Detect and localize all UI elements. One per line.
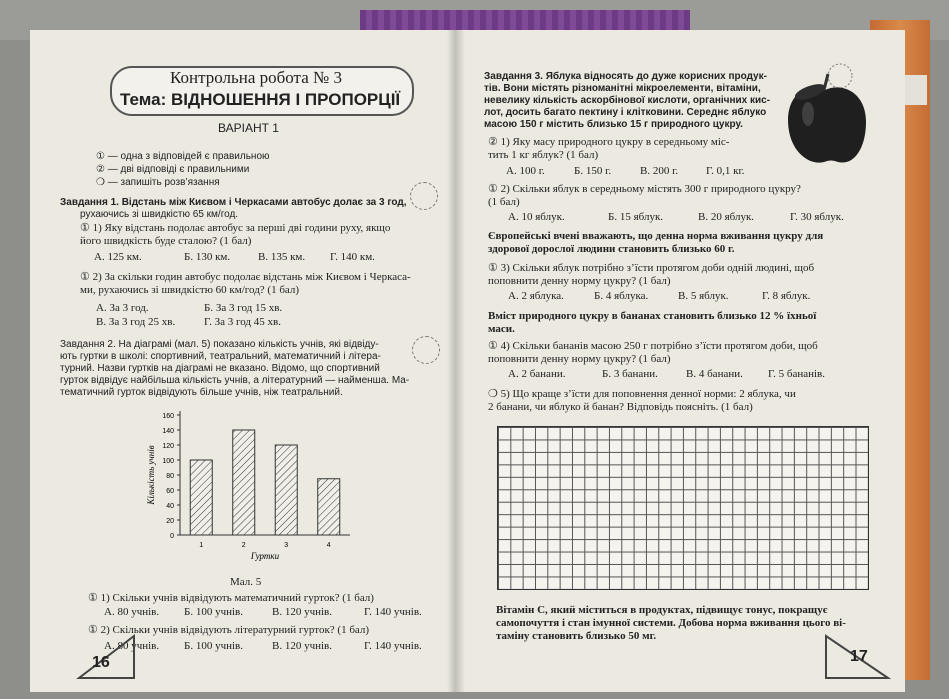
task3-q4: ① 4) Скільки бананів масою 250 г потрібно з’їсти протягом доби, щоб [488,340,818,352]
task2-q2-answer-c: В. 120 учнів. [272,640,333,652]
task1-heading: Завдання 1. Відстань між Києвом і Черкасами автобус долає за 3 год, [60,197,407,208]
badge-icon [410,182,438,210]
task3-intro-1: Завдання 3. Яблука відносять до дуже корисних продук- [484,71,767,82]
task2-line3: турний. Назви гуртків на діаграмі не вказано. Відомо, що спортивний [60,363,380,374]
task1-q1-answer-a: А. 125 км. [94,251,142,263]
task1-q1-answer-b: Б. 130 км. [184,251,231,263]
y-tick-label: 100 [162,458,174,465]
y-tick-label: 140 [162,428,174,435]
y-tick-label: 120 [162,443,174,450]
task1-q2-answer-c: В. За 3 год 25 хв. [96,316,176,328]
task3-q3-answer-b: Б. 4 яблука. [594,290,649,302]
task1-q2: ① 2) За скільки годин автобус подолає відстань між Києвом і Черкаса- [80,271,411,283]
fact-banana-sugar-2: маси. [488,323,515,335]
task1-q2-answer-a: А. За 3 год. [96,302,149,314]
y-tick-label: 0 [170,533,174,540]
task2-q2: ① 2) Скільки учнів відвідують літературний гурток? (1 бал) [88,624,370,636]
task2-q2-answer-d: Г. 140 учнів. [364,640,422,652]
vitamin-c-line2: самопочуття і стан імунної системи. Добова норма вживання цього ві- [496,617,846,629]
task2-q2-answer-b: Б. 100 учнів. [184,640,243,652]
task3-q1: ② 1) Яку масу природного цукру в середньому міс- [488,136,730,148]
task3-intro-3: невелику кількість аскорбінової кислоти, органічних кис- [484,95,771,106]
task3-q3-answer-c: В. 5 яблук. [678,290,729,302]
x-tick-label: 3 [284,542,289,549]
task1-q2-answer-b: Б. За 3 год 15 хв. [204,302,283,314]
page-number-left: 16 [92,654,110,671]
task3-q5b: 2 банани, чи яблуко й банан? Відповідь поясніть. (1 бал) [488,401,753,413]
task3-q3b: поповнити денну норму цукру? (1 бал) [488,275,671,287]
task2-line2: ють гуртки в школі: спортивний, театральний, математичний і літера- [60,351,381,362]
x-tick-label: 4 [326,542,331,549]
badge-icon [412,336,440,364]
task1-q1-answer-c: В. 135 км. [258,251,306,263]
task3-q4-answer-d: Г. 5 бананів. [768,368,826,380]
task1-q2-answer-d: Г. За 3 год 45 хв. [204,316,281,328]
x-tick-label: 1 [199,542,204,549]
task3-q1-answer-a: А. 100 г. [506,165,545,177]
task3-q1b: тить 1 кг яблук? (1 бал) [488,149,599,161]
bar-chart [140,405,360,575]
test-title: Контрольна робота № 3 [170,68,342,87]
task2-q1-answer-b: Б. 100 учнів. [184,606,243,618]
task3-q4-answer-a: А. 2 банани. [508,368,566,380]
bar [275,445,297,535]
task3-q1-answer-c: В. 200 г. [640,165,679,177]
task3-q1-answer-d: Г. 0,1 кг. [706,165,745,177]
task3-intro-5: масою 150 г містить близько 15 г природного цукру. [484,119,743,130]
task3-q5: ❍ 5) Що краще з’їсти для поповнення денної норми: 2 яблука, чи [488,388,796,400]
fact-sugar-norm: Європейські вчені вважають, що денна норма вживання цукру для [488,230,824,242]
variant-label: ВАРІАНТ 1 [218,121,279,135]
legend-two: ② — дві відповіді є правильними [96,164,250,175]
vitamin-c-line3: таміну становить близько 50 мг. [496,630,657,642]
bar [190,460,212,535]
task3-q3: ① 3) Скільки яблук потрібно з’їсти протягом доби одній людині, щоб [488,262,815,274]
task3-q2-answer-a: А. 10 яблук. [508,211,565,223]
answer-grid[interactable] [497,426,869,590]
task2-q1-answer-a: А. 80 учнів. [104,606,160,618]
y-axis-label: Кількість учнів [146,445,156,505]
task2-q2-answer-a: А. 80 учнів. [104,640,160,652]
task2-line4: гурток відвідує найбільша кількість учнів, а літературний — найменша. Ма- [60,375,410,386]
task3-q3-answer-a: А. 2 яблука. [508,290,564,302]
vitamin-c-line1: Вітамін С, який міститься в продуктах, підвищує тонус, покращує [496,604,828,616]
legend-one: ① — одна з відповідей є правильною [96,151,270,162]
task2-q1: ① 1) Скільки учнів відвідують математичний гурток? (1 бал) [88,592,374,604]
task3-q2-answer-b: Б. 15 яблук. [608,211,664,223]
task1-q1-answer-d: Г. 140 км. [330,251,375,263]
task3-q2: ① 2) Скільки яблук в середньому містять 300 г природного цукру? [488,183,801,195]
task3-q4-answer-c: В. 4 банани. [686,368,743,380]
y-tick-label: 80 [166,473,174,480]
fact-banana-sugar: Вміст природного цукру в бананах становить близько 12 % їхньої [488,310,817,322]
task1-q1b: його швидкість буде сталою? (1 бал) [80,235,252,247]
y-tick-label: 160 [162,413,174,420]
task3-q4b: поповнити денну норму цукру? (1 бал) [488,353,671,365]
task2-q1-answer-c: В. 120 учнів. [272,606,333,618]
x-axis-label: Гуртки [250,551,280,561]
page-tab [905,75,927,105]
task3-intro-4: лот, досить багато пектину і клітковини. Середнє яблуко [484,107,767,118]
task1-q1: ① 1) Яку відстань подолає автобус за перші дві години руху, якщо [80,222,391,234]
task1-heading2: рухаючись зі швидкістю 65 км/год. [80,209,239,220]
apple-icon [780,62,870,172]
page-number-right: 17 [850,648,868,665]
task3-q4-answer-b: Б. 3 банани. [602,368,658,380]
bar [318,479,340,535]
task2-q1-answer-d: Г. 140 учнів. [364,606,422,618]
y-tick-label: 20 [166,518,174,525]
y-tick-label: 60 [166,488,174,495]
task3-q2b: (1 бал) [488,196,520,208]
task2-line5: тематичний гурток відвідують більше учнів, ніж театральний. [60,387,343,398]
fact-sugar-norm-2: здорової дорослої людини становить близько 60 г. [488,243,735,255]
y-tick-label: 40 [166,503,174,510]
task3-q2-answer-d: Г. 30 яблук. [790,211,844,223]
task2-line1: Завдання 2. На діаграмі (мал. 5) показано кількість учнів, які відвіду- [60,339,379,350]
task3-q1-answer-b: Б. 150 г. [574,165,612,177]
task3-q2-answer-c: В. 20 яблук. [698,211,755,223]
chart-caption: Мал. 5 [230,576,262,588]
legend-open: ❍ — запишіть розв’язання [96,177,220,188]
task3-q3-answer-d: Г. 8 яблук. [762,290,811,302]
task3-intro-2: тів. Вони містять різноманітні мікроелементи, вітаміни, [484,83,761,94]
topic-title: Тема: ВІДНОШЕННЯ І ПРОПОРЦІЇ [120,90,401,109]
bar [233,430,255,535]
task1-q2b: ми, рухаючись зі швидкістю 60 км/год? (1 бал) [80,284,300,296]
x-tick-label: 2 [241,542,246,549]
book-gutter [447,30,465,692]
